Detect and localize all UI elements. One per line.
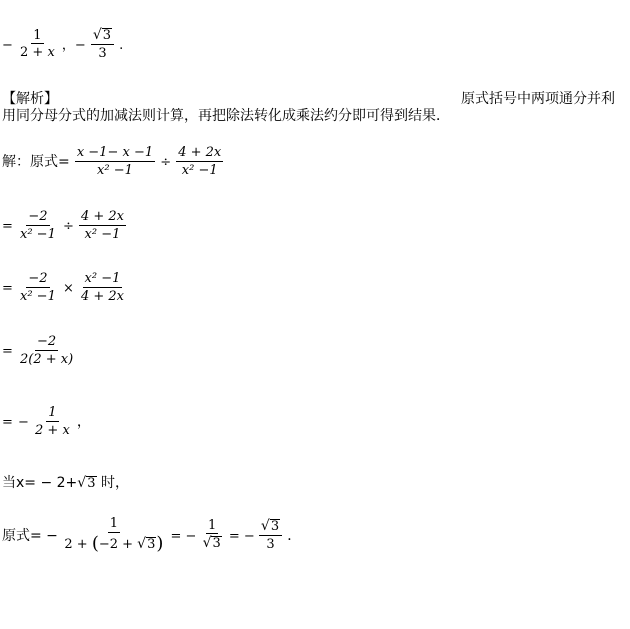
answer-line bbox=[2, 28, 123, 61]
solution-step-1: 解：原式= $\frac{x -1- x -1}{\text{x² −1}}$ ÷ $\frac{4 + 2x}{\text{x² −1}}$ bbox=[2, 145, 222, 178]
analysis-text-2: 用同分母分式的加减法则计算，再把除法转化成乘法约分即可得到结果． bbox=[2, 108, 450, 124]
solution-step-2: = $\frac{-2}{\text{x² −1}}$ ÷ $\frac{4 + 2x}{\text{x² −1}}$ bbox=[2, 209, 124, 242]
solution-final-line: 原式= − 1 2 + (−2 + √ 3 ) = − 1 √ 3 = − √ 3 3 ． bbox=[2, 516, 302, 554]
analysis-text-1: 原式括号中两项通分并利 bbox=[461, 91, 615, 107]
answer-minus: − bbox=[2, 37, 13, 53]
solution-step-4: = $\frac{-2}{2(2 + x)}$ bbox=[2, 334, 74, 367]
solution-when-line: 当x= − 2+ √ 3 时， bbox=[2, 475, 129, 491]
answer-fraction-2: √ 3 3 bbox=[91, 28, 114, 61]
answer-end: . bbox=[119, 37, 124, 53]
answer-fraction-1: $\frac{1}{2 + x}$ bbox=[20, 27, 55, 61]
solution-step-3: = $\frac{-2}{\text{x² −1}}$ × $\frac{\text{x² −1}}{4 + 2x}$ bbox=[2, 271, 124, 304]
solution-step-5: = − $\frac{1}{2 + x}$ ， bbox=[2, 405, 91, 438]
step1-fraction: $\frac{x -1- x -1}{\text{x² −1}}$ bbox=[76, 145, 154, 178]
answer-separator: ，− bbox=[61, 37, 86, 53]
analysis-heading: 【解析】 bbox=[2, 91, 58, 107]
